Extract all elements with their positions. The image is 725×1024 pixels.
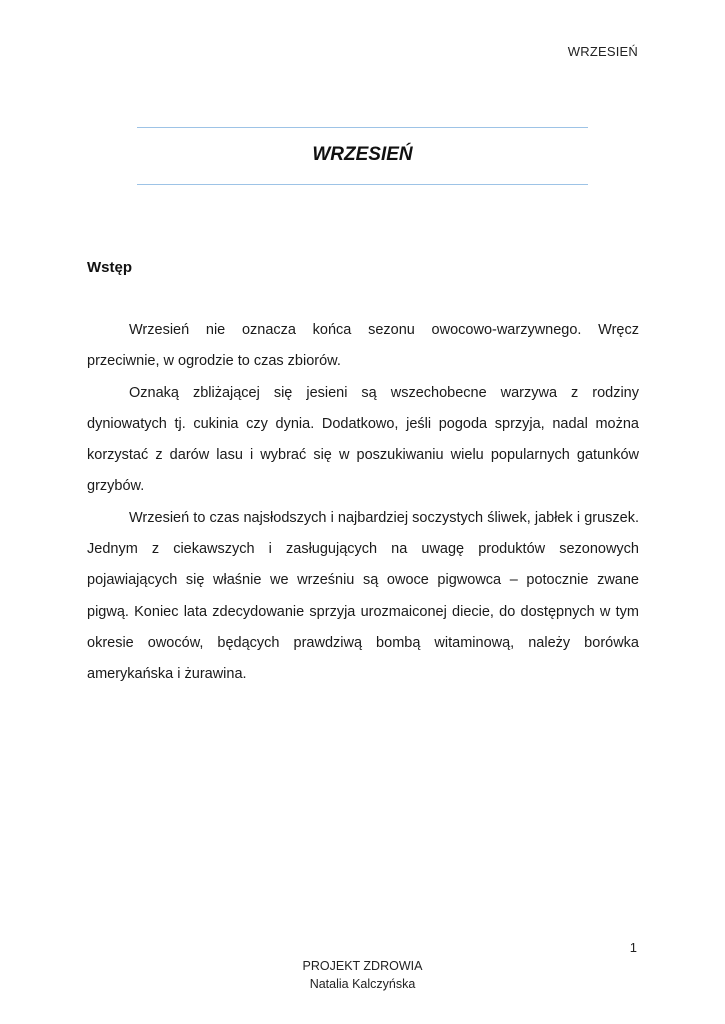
page-footer (0, 957, 725, 993)
title-rule-top (137, 127, 588, 128)
section-heading: Wstęp (87, 259, 132, 276)
running-header: WRZESIEŃ (567, 44, 638, 59)
footer-author: Natalia Kalczyńska (309, 977, 416, 991)
paragraph: Wrzesień to czas najsłodszych i najbardziej soczystych śliwek, jabłek i gruszek. Jednym z ciekawszych i zasługujących na uwagę produktów sezonowych pojawiających się właśnie we wrześniu są owoce pigwowca – potocznie zwane pigwą. Koniec lata zdecydowanie sprzyja urozmaiconej diecie, do dostępnych w tym okresie owoców, będących prawdziwą bombą witaminową, należy borówka amerykańska i żurawina. (87, 509, 639, 683)
document-title: WRZESIEŃ (312, 144, 413, 165)
body-text (87, 315, 639, 691)
title-rule-bottom (137, 184, 588, 185)
paragraph: Wrzesień nie oznacza końca sezonu owocowo-warzywnego. Wręcz przeciwnie, w ogrodzie to czas zbiorów. (87, 322, 639, 370)
footer-project: PROJEKT ZDROWIA (302, 959, 423, 973)
page-number: 1 (629, 940, 637, 955)
paragraph: Oznaką zbliżającej się jesieni są wszechobecne warzywa z rodziny dyniowatych tj. cukinia czy dynia. Dodatkowo, jeśli pogoda sprzyja, nadal można korzystać z darów lasu i wybrać się w poszukiwaniu wielu popularnych gatunków grzybów. (87, 384, 639, 495)
